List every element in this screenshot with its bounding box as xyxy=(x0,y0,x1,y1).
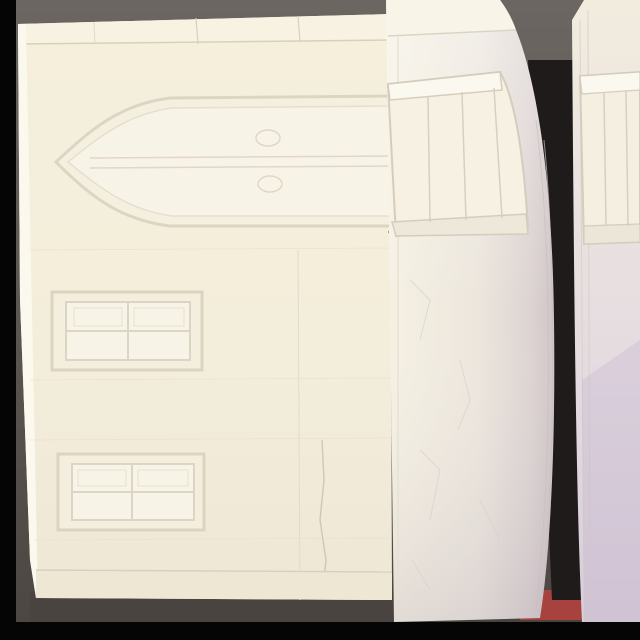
window-upper xyxy=(52,292,202,370)
right-belt-bottom xyxy=(584,224,640,244)
right-belt xyxy=(580,72,640,244)
right-belt-top xyxy=(580,72,640,94)
window-lower xyxy=(58,454,204,530)
right-building-shadow xyxy=(582,340,640,622)
wall-base xyxy=(36,570,392,600)
black-border-bottom xyxy=(0,622,640,640)
